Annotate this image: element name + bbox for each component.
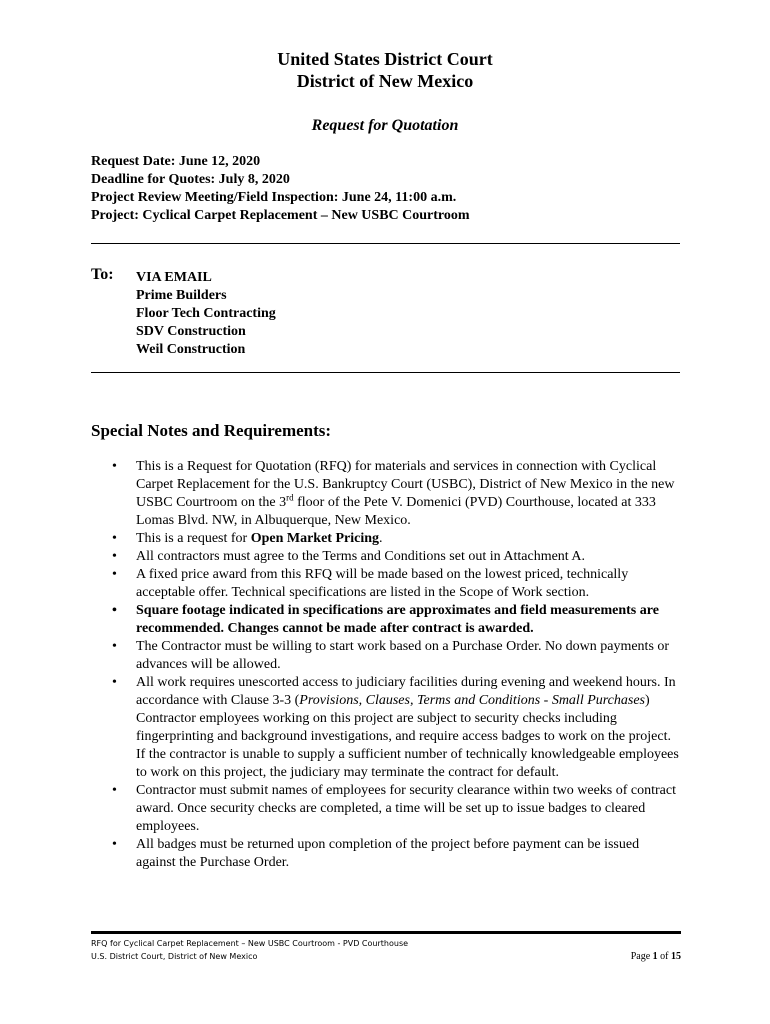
project-name: Project: Cyclical Carpet Replacement – New USBC Courtroom bbox=[91, 208, 470, 223]
footer-divider bbox=[91, 931, 681, 934]
divider bbox=[91, 243, 680, 244]
request-meta bbox=[91, 153, 470, 225]
requirement-item: • A fixed price award from this RFQ will be made based on the lowest priced, technically acceptable offer. Technical specifications are listed in the Scope of Work section. bbox=[110, 566, 682, 602]
requirement-item bbox=[110, 674, 682, 782]
ordinal-suffix: rd bbox=[286, 492, 294, 503]
page-of: of bbox=[657, 951, 671, 962]
section-heading: Special Notes and Requirements: bbox=[91, 421, 332, 440]
footer-line: RFQ for Cyclical Carpet Replacement – New USBC Courtroom - PVD Courthouse bbox=[91, 939, 409, 948]
clause-title: Provisions, Clauses, Terms and Conditions - Small Purchases bbox=[299, 693, 646, 708]
page-current: 1 bbox=[652, 951, 658, 962]
recipient-list bbox=[136, 269, 276, 359]
text-segment: This is a request for bbox=[136, 531, 251, 546]
review-meeting: Project Review Meeting/Field Inspection: June 24, 11:00 a.m. bbox=[91, 190, 457, 205]
requirement-item: • All badges must be returned upon completion of the project before payment can be issued against the Purchase Order. bbox=[110, 836, 682, 872]
request-date: Request Date: June 12, 2020 bbox=[91, 154, 261, 169]
requirement-item: • Contractor must submit names of employees for security clearance within two weeks of contract award. Once security checks are completed, a time will be set up to issue badges to cleared employees. bbox=[110, 782, 682, 836]
text-segment: floor of the Pete V. Domenici (PVD) Courthouse, located at 333 Lomas Blvd. NW, in Albuquerque, New Mexico. bbox=[136, 495, 656, 528]
page-label: Page bbox=[630, 951, 653, 962]
document-subtitle: Request for Quotation bbox=[311, 117, 459, 134]
page-footer bbox=[91, 937, 681, 963]
text-segment: This is a Request for Quotation (RFQ) for materials and services in connection with Cyclical Carpet Replacement for the U.S. Bankruptcy Court (USBC), District of New Mexico in the new USBC Courtroom on the 3 bbox=[136, 459, 675, 510]
to-label: To: bbox=[91, 266, 114, 283]
requirement-item bbox=[110, 458, 682, 530]
text-segment: ) Contractor employees working on this project are subject to security checks including fingerprinting and background investigations, and require access badges to work on the project. If the contractor is unable to supply a sufficient number of technically knowledgeable employees to work on this project, the judiciary may terminate the contract for default. bbox=[136, 693, 679, 780]
text-segment: . bbox=[379, 531, 383, 546]
recipient-item: Prime Builders bbox=[136, 288, 227, 303]
requirement-item: • The Contractor must be willing to start work based on a Purchase Order. No down payments or advances will be allowed. bbox=[110, 638, 682, 674]
requirement-item bbox=[110, 530, 682, 548]
footer-line: U.S. District Court, District of New Mexico bbox=[91, 952, 258, 961]
requirements-list bbox=[110, 458, 682, 872]
recipient-item: SDV Construction bbox=[136, 324, 246, 339]
text-segment: All work requires unescorted access to judiciary facilities during evening and weekend hours. In accordance with Clause 3-3 ( bbox=[136, 675, 676, 708]
recipient-item: Weil Construction bbox=[136, 342, 246, 357]
divider bbox=[91, 372, 680, 373]
requirement-item: • All contractors must agree to the Terms and Conditions set out in Attachment A. bbox=[110, 548, 682, 566]
court-title: United States District Court bbox=[277, 49, 493, 69]
requirement-item: • Square footage indicated in specifications are approximates and field measurements are recommended. Changes cannot be made after contract is awarded. bbox=[110, 602, 682, 638]
emphasis-text: Open Market Pricing bbox=[250, 531, 380, 546]
recipient-item: VIA EMAIL bbox=[136, 270, 212, 285]
quote-deadline: Deadline for Quotes: July 8, 2020 bbox=[91, 172, 290, 187]
page-total: 15 bbox=[671, 951, 681, 962]
district-title: District of New Mexico bbox=[296, 71, 474, 91]
page-number bbox=[631, 950, 681, 963]
recipient-item: Floor Tech Contracting bbox=[136, 306, 276, 321]
